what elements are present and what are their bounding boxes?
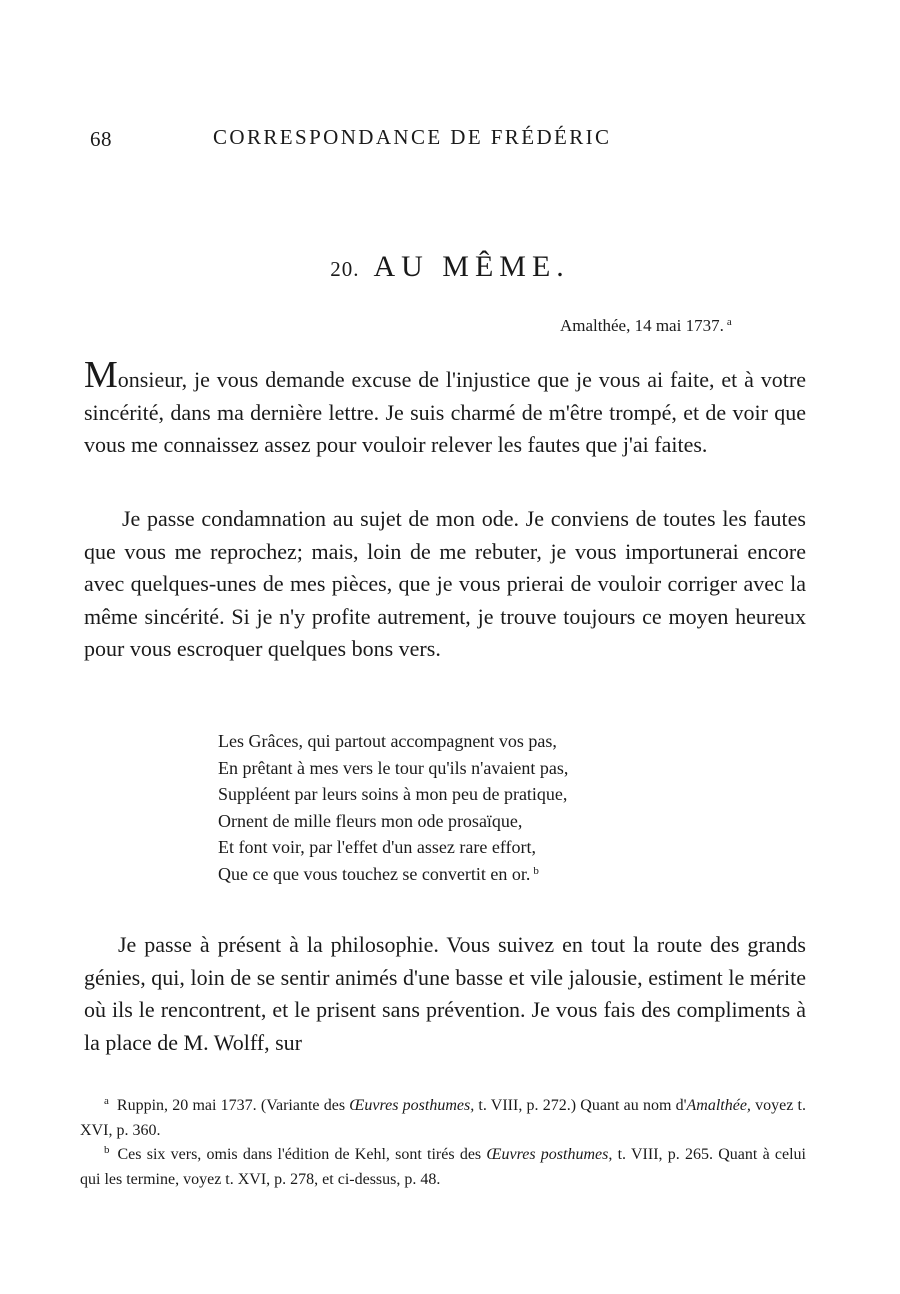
footnote-b-text-2: t. VIII, p. 265. Quant à celui qui les termine, voyez t. XVI, p. 278, et ci-dessus, p. 48. [80, 1146, 807, 1188]
page-number: 68 [90, 127, 112, 151]
poem-line-last [218, 861, 678, 891]
poem-line: Et font voir, par l'effet d'un assez rare effort, [218, 837, 536, 857]
footnote-b [80, 1143, 806, 1192]
footnote-b-italic-1: Œuvres posthumes, [486, 1146, 613, 1163]
poem-verses [218, 728, 678, 890]
letter-title: AU MÊME. [373, 250, 570, 283]
running-head: CORRESPONDANCE DE FRÉDÉRIC [213, 125, 612, 149]
poem-note-marker: b [533, 864, 539, 877]
footnote-a-marker: a [104, 1095, 109, 1107]
footnote-a-italic-1: Œuvres posthumes, [349, 1097, 475, 1114]
footnote-a-text-1: Ruppin, 20 mai 1737. (Variante des [116, 1097, 350, 1114]
footnote-a-text-2: t. VIII, p. 272.) Quant au nom d' [474, 1097, 687, 1114]
dateline-text: Amalthée, 14 mai 1737. [560, 316, 724, 335]
footnote-a-text-3: voyez t. XVI, p. 360. [80, 1097, 807, 1139]
letter-heading [0, 250, 900, 284]
poem-line: Les Grâces, qui partout accompagnent vos pas, [218, 731, 557, 751]
poem-line: Suppléent par leurs soins à mon peu de pratique, [218, 784, 568, 804]
paragraph-1 [84, 354, 806, 462]
dateline-note-marker: a [726, 316, 732, 328]
footnote-a-italic-2: Amalthée, [686, 1097, 751, 1114]
footnote-a [80, 1094, 806, 1143]
letter-number: 20. [330, 257, 360, 281]
poem-line-text: Que ce que vous touchez se convertit en or. [218, 863, 531, 884]
footnote-b-marker: b [104, 1144, 110, 1156]
poem-line: En prêtant à mes vers le tour qu'ils n'avaient pas, [218, 757, 569, 778]
drop-cap: M [84, 354, 118, 396]
footnotes [80, 1094, 806, 1192]
paragraph-1-text: onsieur, je vous demande excuse de l'injustice que je vous ai faite, et à votre sincérité, dans ma dernière lettre. Je suis charmé de m'être trompé, et de voir que vous me connaissez assez pour vouloir relever les fautes que j'ai faites. [84, 367, 806, 457]
paragraph-3: Je passe à présent à la philosophie. Vous suivez en tout la route des grands génies, qui, loin de se sentir animés d'une basse et vile jalousie, estiment le mérite où ils le rencontrent, et le prisent sans prévention. Je vous fais des compliments à la place de M. Wolff, sur [84, 932, 806, 1055]
paragraph-2: Je passe condamnation au sujet de mon ode. Je conviens de toutes les fautes que vous me reprochez; mais, loin de me rebuter, je vous importunerai encore avec quelques-unes de mes pièces, que je vous prierai de vouloir corriger avec la même sincérité. Si je n'y profite autrement, je trouve toujours ce moyen heureux pour vous escroquer quelques bons vers. [84, 506, 806, 661]
poem-line: Ornent de mille fleurs mon ode prosaïque, [218, 810, 523, 831]
footnote-b-text-1: Ces six vers, omis dans l'édition de Kehl, sont tirés des [117, 1146, 487, 1163]
dateline [560, 316, 732, 336]
